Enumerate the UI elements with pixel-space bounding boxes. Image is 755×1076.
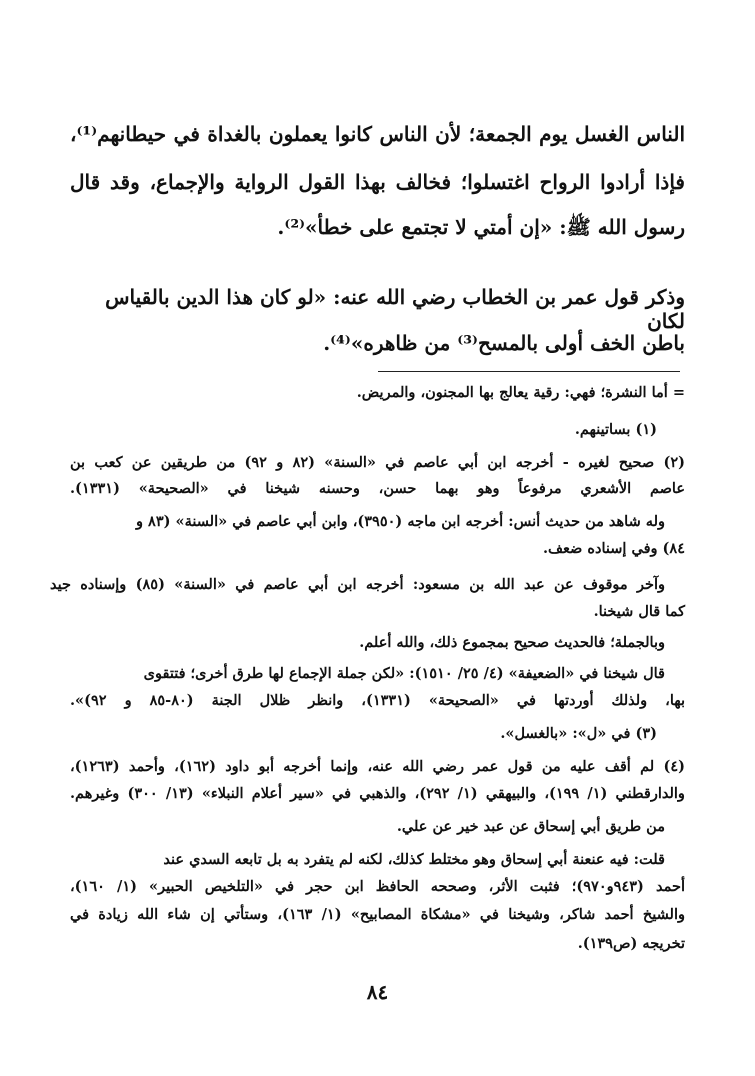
main-line: الناس الغسل يوم الجمعة؛ لأن الناس كانوا يعملون بالغداة في حيطانهم⁽¹⁾، (70, 122, 685, 146)
footnote-line: = أما النشرة؛ فهي: رقية يعالج بها المجنون، والمريض. (356, 384, 685, 401)
footnote-line: (٤) لم أقف عليه من قول عمر رضي الله عنه، وإنما أخرجه أبو داود (١٦٢)، وأحمد (١٢٦٣)، (70, 758, 685, 775)
footnote-line: (٢) صحيح لغيره - أخرجه ابن أبي عاصم في «السنة» (٨٢ و ٩٢) من طريقين عن كعب بن (70, 454, 685, 471)
footnote-line: قلت: فيه عنعنة أبي إسحاق وهو مختلط كذلك، لكنه لم يتفرد به بل تابعه السدي عند (163, 851, 665, 868)
main-line: رسول الله ﷺ: «إن أمتي لا تجتمع على خطأ»⁽²⁾. (277, 215, 685, 239)
footnote-line: بها، ولذلك أوردتها في «الصحيحة» (١٣٣١)، وانظر ظلال الجنة (٨٠-٨٥ و ٩٢)». (70, 692, 685, 709)
main-line: وذكر قول عمر بن الخطاب رضي الله عنه: «لو كان هذا الدين بالقياس لكان (105, 285, 685, 333)
footnote-line: عاصم الأشعري مرفوعاً وهو بهما حسن، وحسنه شيخنا في «الصحيحة» (١٣٣١). (70, 480, 685, 497)
footnote-divider (378, 371, 680, 372)
footnote-line: قال شيخنا في «الضعيفة» (٤/ ٢٥/ ١٥١٠): «لكن جملة الإجماع لها طرق أخرى؛ فتتقوى (143, 665, 665, 682)
footnote-line: أحمد (٩٤٣و٩٧٠)؛ فثبت الأثر، وصححه الحافظ ابن حجر في «التلخيص الحبير» (١/ ١٦٠)، (70, 878, 685, 895)
footnote-line: وآخر موقوف عن عبد الله بن مسعود: أخرجه ابن أبي عاصم في «السنة» (٨٥) وإسناده جيد (50, 576, 665, 593)
footnote-line: من طريق أبي إسحاق عن عبد خير عن علي. (396, 818, 665, 835)
main-line: باطن الخف أولى بالمسح⁽³⁾ من ظاهره»⁽⁴⁾. (323, 331, 685, 355)
footnote-line: وله شاهد من حديث أنس: أخرجه ابن ماجه (٣٩٥٠)، وابن أبي عاصم في «السنة» (٨٣ و (135, 513, 665, 530)
footnote-line: ٨٤) وفي إسناده ضعف. (543, 540, 685, 557)
page-number: ٨٤ (366, 980, 389, 1004)
footnote-line: وبالجملة؛ فالحديث صحيح بمجموع ذلك، والله أعلم. (359, 634, 665, 651)
footnote-line: (٣) في «ل»: «بالغسل». (500, 725, 657, 742)
footnote-line: والدارقطني (١/ ١٩٩)، والبيهقي (١/ ٢٩٢)، والذهبي في «سير أعلام النبلاء» (١٣/ ٣٠٠) وغيرهم. (70, 785, 685, 802)
main-line: فإذا أرادوا الرواح اغتسلوا؛ فخالف بهذا القول الرواية والإجماع، وقد قال (70, 170, 685, 194)
footnote-line: تخريجه (ص١٣٩). (577, 935, 685, 952)
footnote-line: (١) بساتينهم. (574, 421, 657, 438)
footnote-line: كما قال شيخنا. (593, 603, 685, 620)
footnote-line: والشيخ أحمد شاكر، وشيخنا في «مشكاة المصابيح» (١/ ١٦٣)، وستأتي إن شاء الله زيادة في (70, 906, 685, 923)
